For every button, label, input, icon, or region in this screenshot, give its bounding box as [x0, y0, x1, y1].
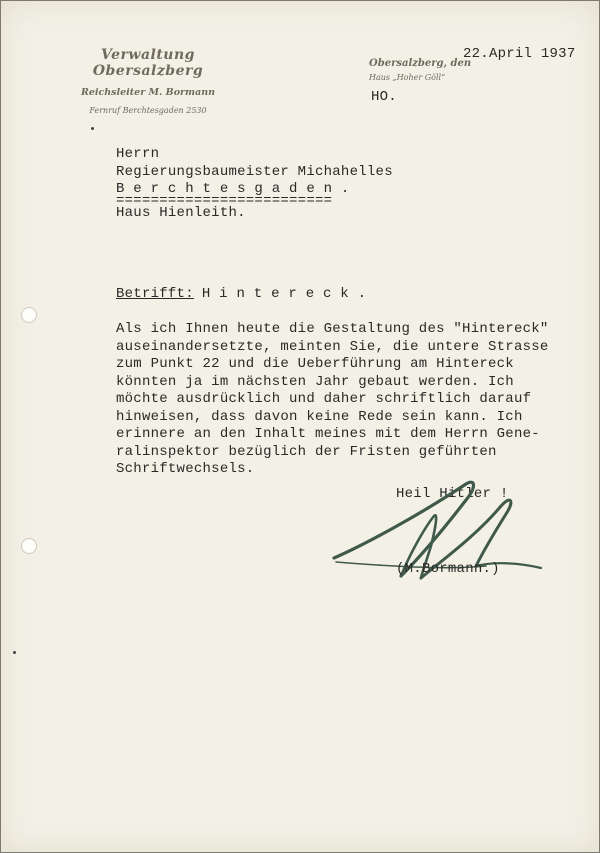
closing-greeting: Heil Hitler !: [396, 486, 509, 502]
subject-text: H i n t e r e c k .: [201, 286, 367, 302]
recipient-salutation: Herrn: [116, 146, 160, 162]
letterhead-phone: Fernruf Berchtesgaden 2530: [89, 106, 207, 115]
recipient-rule: =========================: [116, 192, 333, 209]
subject-line: [116, 286, 366, 302]
reference-code: HO.: [371, 89, 397, 105]
recipient-house: Haus Hienleith.: [116, 204, 246, 221]
punch-hole-bottom: [21, 538, 37, 554]
ink-dot: [13, 651, 16, 654]
subject-label: Betrifft:: [116, 286, 194, 302]
letterhead-org: Verwaltung Obersalzberg: [92, 47, 204, 79]
letter-body: Als ich Ihnen heute die Gestaltung des "Hintereck" auseinandersetzte, meinten Sie, die untere Strasse zum Punkt 22 und die Ueberführung am Hintereck könnten ja im nächsten Jahr gebaut werden. Ich möchte ausdrücklich und daher schriftlich darauf hinweisen, dass davon keine Rede sein kann. Ich erinnere an den Inhalt meines mit dem Herrn Gene- ralinspektor bezüglich der Fristen geführten Schriftwechsels.: [116, 321, 549, 477]
recipient-city: B e r c h t e s g a d e n .: [116, 181, 350, 197]
punch-hole-top: [21, 307, 37, 323]
place-prefix: Obersalzberg, den: [369, 58, 472, 69]
letterhead: [53, 47, 243, 115]
place-house: Haus „Hoher Göll“: [369, 73, 446, 82]
letter-date: 22.April 1937: [463, 46, 576, 62]
recipient-name: Regierungsbaumeister Michahelles: [116, 163, 393, 180]
signed-name: (M.Bormann.): [396, 561, 500, 577]
letterhead-sender: Reichsleiter M. Bormann: [80, 87, 216, 98]
ink-dot: [91, 127, 94, 130]
recipient-address: [116, 146, 393, 222]
